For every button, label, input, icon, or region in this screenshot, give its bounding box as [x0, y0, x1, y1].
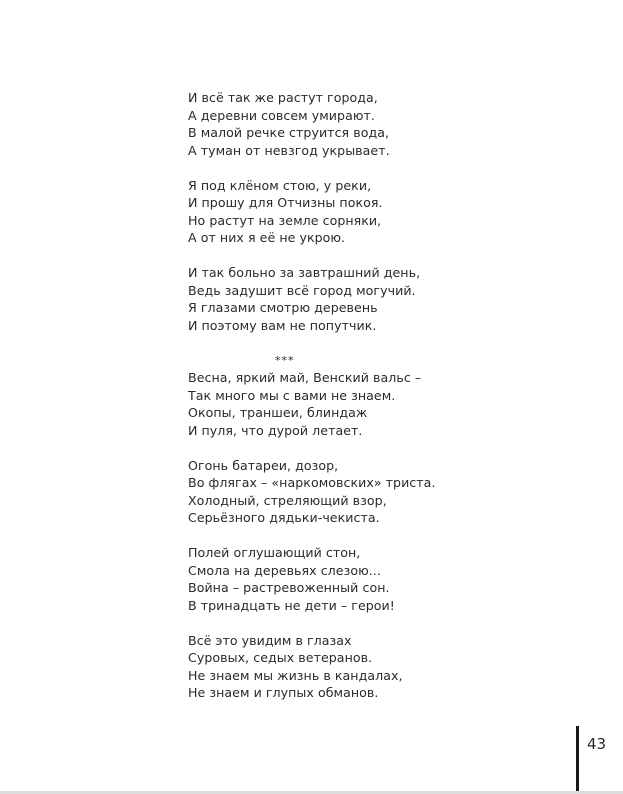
- poem-line: Окопы, траншеи, блиндаж: [188, 405, 368, 420]
- poem-line: И поэтому вам не попутчик.: [188, 317, 377, 333]
- poem-line: Холодный, стреляющий взор,: [188, 492, 387, 508]
- poem-line: Во флягах – «наркомовских» триста.: [188, 475, 436, 490]
- poem-line: Я под клёном стою, у реки,: [188, 177, 372, 193]
- poem-divider: ***: [275, 353, 295, 367]
- poem-line: Всё это увидим в глазах: [188, 632, 352, 648]
- poem-line: Война – растревоженный сон.: [188, 580, 390, 595]
- poem-line: Не знаем и глупых обманов.: [188, 685, 379, 700]
- poem-line: Серьёзного дядьки-чекиста.: [188, 510, 380, 525]
- poem-line: Весна, яркий май, Венский вальс –: [188, 370, 422, 385]
- poem-line: И всё так же растут города,: [188, 90, 378, 105]
- poem-line: В тринадцать не дети – герои!: [188, 597, 395, 613]
- poem2-stanza-3: [188, 544, 568, 614]
- poem1-stanza-1: [188, 89, 568, 159]
- page-number-rule: [576, 726, 579, 792]
- poem-line: И прошу для Отчизны покоя.: [188, 195, 383, 210]
- poem-line: А туман от невзгод укрывает.: [188, 142, 390, 158]
- poem-line: А от них я её не укрою.: [188, 230, 346, 245]
- poem2-stanza-2: [188, 457, 568, 527]
- poem-line: Полей оглушающий стон,: [188, 545, 361, 560]
- poem-line: Огонь батареи, дозор,: [188, 457, 339, 473]
- poem-text: [188, 89, 568, 719]
- poem-line: Суровых, седых ветеранов.: [188, 650, 373, 665]
- poem-line: Я глазами смотрю деревень: [188, 300, 378, 315]
- poem-line: Ведь задушит всё город могучий.: [188, 282, 416, 298]
- poem-line: И пуля, что дурой летает.: [188, 422, 363, 438]
- poem-line: Но растут на земле сорняки,: [188, 212, 382, 228]
- poem-line: Так много мы с вами не знаем.: [188, 387, 396, 403]
- poem-line: В малой речке струится вода,: [188, 125, 390, 140]
- poem-line: Не знаем мы жизнь в кандалах,: [188, 667, 403, 683]
- poem-line: И так больно за завтрашний день,: [188, 265, 421, 280]
- poem1-stanza-2: [188, 177, 568, 247]
- poem2-stanza-4: [188, 632, 568, 702]
- poem2-stanza-1: [188, 369, 568, 439]
- page-number: 43: [587, 735, 607, 753]
- poem1-stanza-3: [188, 264, 568, 334]
- poem-line: А деревни совсем умирают.: [188, 107, 375, 123]
- poem-line: Смола на деревьях слезою...: [188, 562, 381, 578]
